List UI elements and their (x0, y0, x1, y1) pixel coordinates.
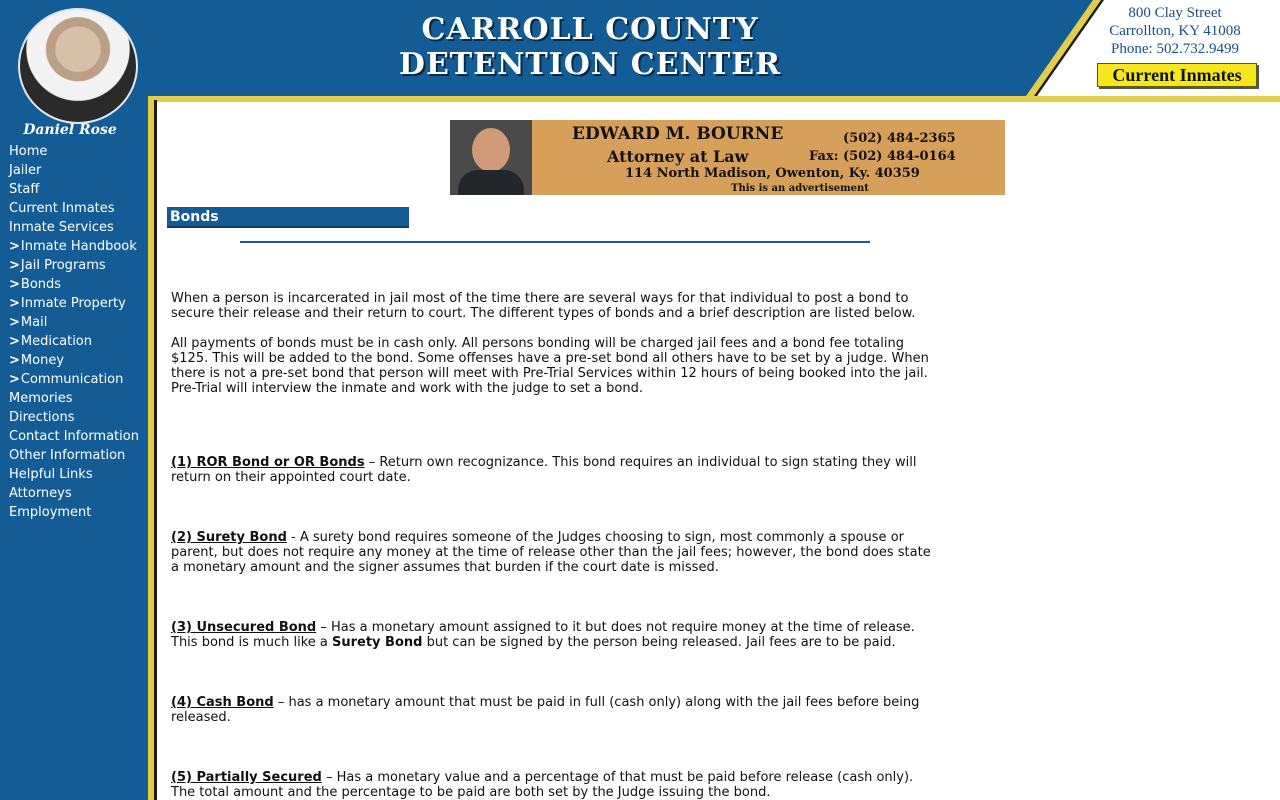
bond-title: (1) ROR Bond or OR Bonds (171, 455, 365, 470)
sidebar-item-money[interactable] (9, 351, 139, 370)
site-title-line1: CARROLL COUNTY (421, 12, 759, 47)
ad-title: Attorney at Law (607, 147, 749, 166)
sidebar-item-home[interactable] (9, 142, 139, 161)
sidebar-item-helpful-links[interactable] (9, 465, 139, 484)
current-inmates-button[interactable]: Current Inmates (1097, 63, 1257, 87)
address-street: 800 Clay Street (1128, 5, 1222, 21)
sidebar-item-directions[interactable] (9, 408, 139, 427)
sidebar-item-label: Directions (9, 410, 75, 425)
attorney-ad-banner[interactable] (450, 120, 1005, 195)
sidebar-item-current-inmates[interactable] (9, 199, 139, 218)
bond-text-bold: Surety Bond (331, 635, 423, 650)
sidebar-item-medication[interactable] (9, 332, 139, 351)
ad-photo (450, 120, 532, 195)
sidebar-item-label: Medication (20, 334, 92, 349)
chevron-right-icon: > (9, 372, 20, 387)
chevron-right-icon: > (9, 353, 20, 368)
sidebar-item-inmate-property[interactable] (9, 294, 139, 313)
sidebar-item-label: Home (9, 144, 48, 159)
sidebar-item-label: Jailer (9, 163, 42, 178)
ad-photo-face (472, 128, 510, 172)
avatar-name: Daniel Rose (23, 122, 117, 138)
chevron-right-icon: > (9, 334, 20, 349)
avatar (18, 8, 138, 124)
sidebar-item-inmate-handbook[interactable] (9, 237, 139, 256)
ad-fax: Fax: (502) 484-0164 (809, 149, 956, 164)
bond-title: (3) Unsecured Bond (171, 620, 317, 635)
sidebar-item-attorneys[interactable] (9, 484, 139, 503)
sidebar-item-employment[interactable] (9, 503, 139, 522)
sidebar-item-other-information[interactable] (9, 446, 139, 465)
sidebar-item-memories[interactable] (9, 389, 139, 408)
sidebar-item-jailer[interactable] (9, 161, 139, 180)
sidebar-nav (9, 142, 139, 522)
chevron-right-icon: > (9, 296, 20, 311)
section-header: Bonds (167, 207, 409, 228)
bond-surety (171, 530, 941, 575)
ad-photo-suit (458, 170, 524, 195)
chevron-right-icon: > (9, 315, 20, 330)
sidebar-item-communication[interactable] (9, 370, 139, 389)
bond-title: (4) Cash Bond (171, 695, 274, 710)
sidebar-item-inmate-services[interactable] (9, 218, 139, 237)
section-divider (240, 241, 870, 243)
sidebar-item-bonds[interactable] (9, 275, 139, 294)
sidebar-item-label: Inmate Services (9, 220, 114, 235)
ad-disclaimer: This is an advertisement (731, 183, 869, 194)
bond-text: – Return own recognizance. This bond requires an individual to sign stating they will return on their appointed court date. (171, 455, 917, 485)
chevron-right-icon: > (9, 277, 20, 292)
bond-cash (171, 695, 941, 725)
address-phone: Phone: 502.732.9499 (1111, 41, 1239, 57)
sidebar-item-mail[interactable] (9, 313, 139, 332)
sidebar-item-contact-information[interactable] (9, 427, 139, 446)
bond-text: – Has a monetary value and a percentage of that must be paid before release (cash only). The total amount and the percentage to be paid are both set by the Judge issuing the bond. (171, 770, 914, 800)
bond-text: - A surety bond requires someone of the Judges choosing to sign, most commonly a spouse or parent, but does not require any money at the time of release other than the jail fees; however, the bond does state a monetary amount and the signer assumes that burden if the court date is missed. (171, 530, 931, 575)
intro-paragraph-2: All payments of bonds must be in cash only. All persons bonding will be charged jail fees and a bond fee totaling $125. This will be added to the bond. Some offenses have a pre-set bond all others have to be set by a judge. When there is not a pre-set bond that person will meet with Pre-Trial Services within 12 hours of being booked into the jail. Pre-Trial will interview the inmate and work with the judge to set a bond. (171, 336, 929, 396)
sidebar-item-label: Inmate Property (20, 296, 126, 311)
intro-paragraph-1: When a person is incarcerated in jail most of the time there are several ways for that individual to post a bond to secure their release and their return to court. The different types of bonds and a brief description are listed below. (171, 291, 916, 321)
chevron-right-icon: > (9, 239, 20, 254)
bond-ror (171, 455, 941, 485)
bond-title: (5) Partially Secured (171, 770, 322, 785)
bond-text: – has a monetary amount that must be paid in full (cash only) along with the jail fees before being released. (171, 695, 920, 725)
sidebar-item-label: Money (20, 353, 65, 368)
sidebar-item-label: Contact Information (9, 429, 139, 444)
sidebar-item-label: Bonds (20, 277, 62, 292)
sidebar-item-label: Memories (9, 391, 73, 406)
bond-text: but can be signed by the person being released. Jail fees are to be paid. (422, 635, 896, 650)
sidebar-item-label: Other Information (9, 448, 126, 463)
sidebar-item-jail-programs[interactable] (9, 256, 139, 275)
ad-phone: (502) 484-2365 (843, 131, 956, 146)
sidebar-item-label: Attorneys (9, 486, 72, 501)
sidebar-item-label: Inmate Handbook (20, 239, 137, 254)
sidebar-item-label: Current Inmates (9, 201, 115, 216)
bond-partially-secured (171, 770, 941, 800)
chevron-right-icon: > (9, 258, 20, 273)
address-city: Carrollton, KY 41008 (1109, 23, 1241, 39)
sidebar-edge-shadow (154, 100, 157, 800)
sidebar-item-label: Communication (20, 372, 124, 387)
ad-name: EDWARD M. BOURNE (572, 124, 784, 144)
bond-text: – Has a monetary amount assigned to it but does not require money at the time of release. This bond is much like a (171, 620, 915, 650)
sidebar-item-label: Staff (9, 182, 40, 197)
sidebar-item-label: Jail Programs (20, 258, 106, 273)
bond-title: (2) Surety Bond (171, 530, 287, 545)
site-title-line2: DETENTION CENTER (398, 47, 782, 82)
bond-unsecured (171, 620, 941, 650)
sidebar-item-label: Helpful Links (9, 467, 93, 482)
sidebar-item-staff[interactable] (9, 180, 139, 199)
sidebar-item-label: Mail (20, 315, 48, 330)
sidebar-item-label: Employment (9, 505, 92, 520)
ad-address: 114 North Madison, Owenton, Ky. 40359 (625, 166, 920, 181)
